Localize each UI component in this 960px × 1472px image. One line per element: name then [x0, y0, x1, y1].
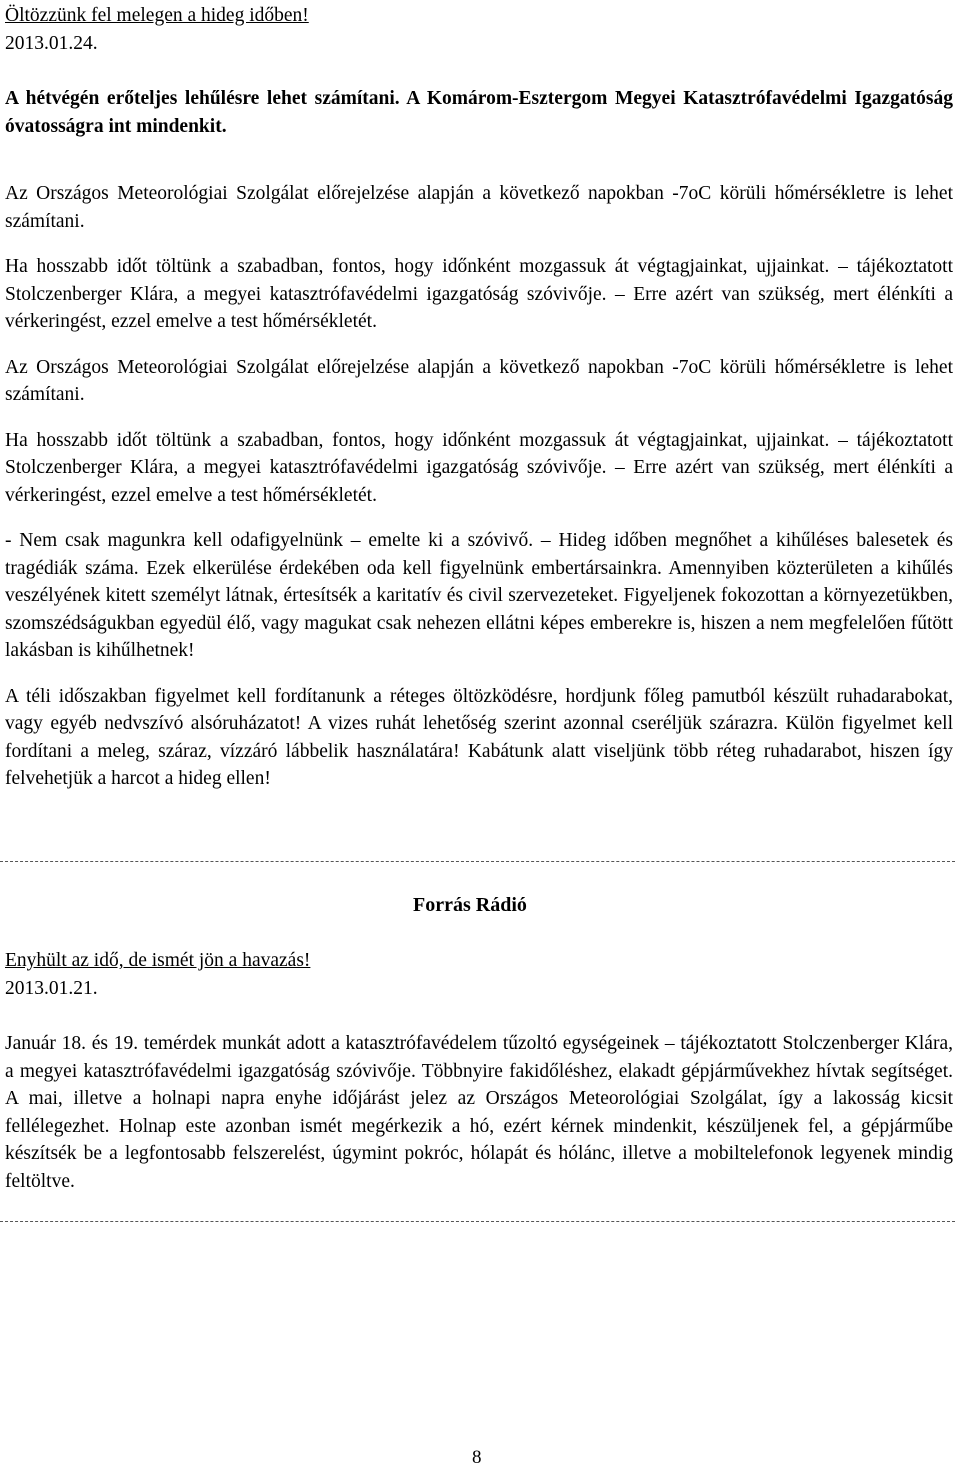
- article-1-paragraph-4: Ha hosszabb időt töltünk a szabadban, fontos, hogy időnként mozgassuk át végtagjainkat, ujjainkat. – tájékoztatott Stolczenberger Klára, a megyei katasztrófavédelmi igazgatóság szóvivője. – Erre azért van szükség, mert élénkíti a vérkeringést, ezzel emelve a test hőmérsékletét.: [5, 429, 953, 506]
- article-2-body: Január 18. és 19. temérdek munkát adott a katasztrófavédelem tűzoltó egységeinek – tájékoztatott Stolczenberger Klára, a megyei katasztrófavédelmi igazgatóság szóvivője. Többnyire fakidőléshez, elakadt gépjárművekhez hívtak segítséget. A mai, illetve a holnapi napra enyhe időjárást jelez az Országos Meteorológiai Szolgálat, így a lakosság kicsit fellélegezhet. Holnap este azonban ismét megérkezik a hó, ezért kérnek mindenkit, készüljenek fel, a gépjárműbe készítsék be a legfontosabb felszerelést, úgymint pokróc, hólapát és hólánc, illetve a mobiltelefonok legyenek mindig feltöltve.: [5, 1033, 953, 1192]
- article-2-date: 2013.01.21.: [5, 977, 98, 999]
- section-divider-bottom: [0, 1221, 955, 1222]
- article-2: [5, 947, 953, 1195]
- section-divider-top: [0, 861, 955, 862]
- article-1-paragraph-2: Ha hosszabb időt töltünk a szabadban, fontos, hogy időnként mozgassuk át végtagjainkat, ujjainkat. – tájékoztatott Stolczenberger Klára, a megyei katasztrófavédelmi igazgatóság szóvivője. – Erre azért van szükség, mert élénkíti a vérkeringést, ezzel emelve a test hőmérsékletét.: [5, 256, 953, 332]
- article-1-lead: A hétvégén erőteljes lehűlésre lehet számítani. A Komárom-Esztergom Megyei Katasztrófavédelmi Igazgatóság óvatosságra int mindenkit.: [5, 88, 953, 137]
- article-2-title-link[interactable]: Enyhült az idő, de ismét jön a havazás!: [5, 950, 311, 971]
- article-1-paragraph-6: A téli időszakban figyelmet kell fordítanunk a réteges öltözködésre, hordjunk főleg pamutból készült ruhadarabokat, vagy egyéb nedvszívó alsóruházatot! A vizes ruhát lehetőség szerint azonnal cseréljük szárazra. Külön figyelmet kell fordítani a meleg, száraz, vízzáró lábbelik használatára! Kabátunk alatt viseljünk több réteg ruhadarabot, hiszen így felvehetjük a harcot a hideg ellen!: [5, 685, 953, 789]
- article-1-title-link[interactable]: Öltözzünk fel melegen a hideg időben!: [5, 5, 309, 26]
- article-1-paragraph-5: - Nem csak magunkra kell odafigyelnünk – emelte ki a szóvivő. – Hideg időben megnőhet a kihűléses balesetek és tragédiák száma. Ezek elkerülése érdekében oda kell figyelnünk embertársainkra. Amennyiben közterületen a kihűlés veszélyének kitett személyt látnak, értesítsék a karitatív és civil szervezeteket. Figyeljenek fokozottan a környezetükben, szomszédságukban egyedül élő, vagy magukat csak nehezen ellátni képes emberekre is, hiszen a nem megfelelően fűtött lakásban is kihűlhetnek!: [5, 530, 953, 661]
- article-1-date: 2013.01.24.: [5, 32, 98, 54]
- article-1: [5, 2, 953, 793]
- article-1-paragraph-3: Az Országos Meteorológiai Szolgálat előrejelzése alapján a következő napokban -7oC körüli hőmérsékletre is lehet számítani.: [5, 356, 953, 405]
- source-label: Forrás Rádió: [413, 894, 527, 916]
- page-number: 8: [472, 1447, 482, 1468]
- article-1-paragraph-1: Az Országos Meteorológiai Szolgálat előrejelzése alapján a következő napokban -7oC körüli hőmérsékletre is lehet számítani.: [5, 183, 953, 232]
